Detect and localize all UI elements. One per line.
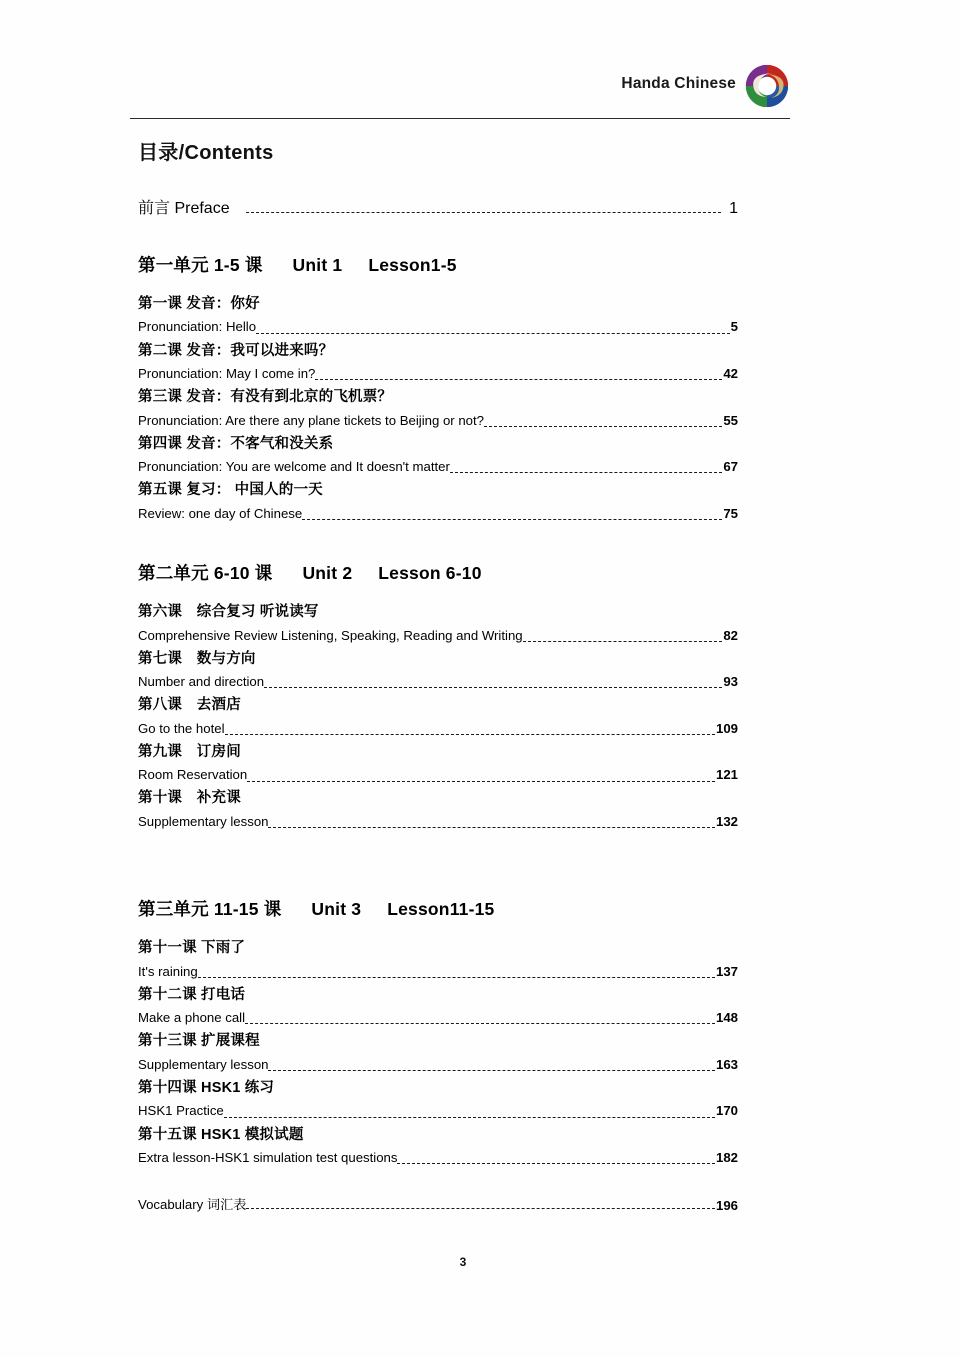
lesson-page-number: 121 — [715, 767, 738, 783]
lesson-page-number: 82 — [723, 627, 738, 643]
brand-row — [130, 60, 790, 112]
unit-section — [138, 252, 738, 524]
lesson-page-number: 109 — [715, 720, 738, 736]
toc-entry-vocabulary[interactable] — [138, 1194, 738, 1213]
leader-dots — [225, 726, 715, 739]
leader-dots — [397, 1155, 715, 1168]
table-of-contents — [138, 136, 738, 1213]
lesson-title-cn: 第十五课 HSK1 模拟试题 — [138, 1126, 304, 1143]
lesson-page-number: 148 — [715, 1010, 738, 1026]
unit-title-en: Unit 2 — [302, 563, 353, 584]
leader-dots — [224, 1108, 715, 1121]
lesson-title-row — [138, 503, 738, 524]
lesson-title-row — [138, 1054, 738, 1075]
lesson-title-cn: 第六课 综合复习 听说读写 — [138, 604, 319, 621]
lesson-title-en: Make a phone call — [138, 1010, 246, 1026]
lesson-title-row — [138, 1007, 738, 1028]
lesson-title-en: Pronunciation: You are welcome and It doesn't matter — [138, 459, 450, 475]
lesson-title-row — [138, 811, 738, 832]
page-title: 目录/Contents — [138, 142, 274, 164]
unit-title-cn: 第二单元 6-10 课 — [138, 563, 273, 584]
leader-dots — [247, 772, 715, 785]
leader-dots — [198, 969, 715, 982]
lesson-page-number: 67 — [723, 459, 738, 475]
toc-lesson-entry[interactable] — [138, 479, 738, 524]
unit-section — [138, 560, 738, 832]
lesson-title-row — [138, 625, 738, 646]
lesson-title-en: Pronunciation: May I come in? — [138, 366, 316, 382]
lesson-page-number: 132 — [715, 813, 738, 829]
lesson-title-cn: 第一课 发音：你好 — [138, 296, 260, 312]
lesson-title-en: Room Reservation — [138, 767, 248, 783]
toc-lesson-entry[interactable] — [138, 293, 738, 338]
unit-title-en: Unit 3 — [311, 899, 362, 920]
toc-lesson-entry[interactable] — [138, 741, 738, 786]
lesson-title-en: HSK1 Practice — [138, 1103, 224, 1119]
lesson-title-en: Comprehensive Review Listening, Speaking, Reading and Writing — [138, 627, 523, 643]
lesson-title-row — [138, 456, 738, 477]
lesson-title-en: Go to the hotel — [138, 720, 225, 736]
page-header — [130, 60, 790, 130]
section-spacer — [138, 526, 738, 560]
leader-dots — [256, 324, 730, 337]
leader-dots — [315, 371, 722, 384]
lesson-page-number: 75 — [723, 505, 738, 521]
toc-lesson-entry[interactable] — [138, 386, 738, 431]
leader-dots — [268, 819, 715, 832]
lesson-title-row — [138, 764, 738, 785]
leader-dots — [246, 202, 724, 218]
unit-title-cn: 第三单元 11-15 课 — [138, 899, 282, 920]
lesson-title-en: Pronunciation: Are there any plane tickets to Beijing or not? — [138, 412, 485, 428]
toc-lesson-entry[interactable] — [138, 787, 738, 832]
unit-lesson-range: Lesson11-15 — [387, 899, 495, 920]
lesson-title-cn: 第十二课 打电话 — [138, 986, 246, 1003]
toc-lesson-entry[interactable] — [138, 694, 738, 739]
unit-section — [138, 896, 738, 1168]
lesson-title-cn: 第十课 补充课 — [138, 790, 241, 807]
lesson-title-cn: 第二课 发音：我可以进来吗？ — [138, 342, 334, 359]
unit-title-en: Unit 1 — [292, 255, 343, 275]
unit-lesson-range: Lesson1-5 — [368, 255, 457, 275]
unit-title-cn: 第一单元 1-5 课 — [138, 255, 263, 275]
unit-header — [138, 252, 738, 277]
units-container — [138, 252, 738, 1168]
lesson-title-en: Extra lesson-HSK1 simulation test questions — [138, 1150, 398, 1166]
lesson-title-row — [138, 363, 738, 384]
leader-dots — [484, 418, 722, 431]
toc-lesson-entry[interactable] — [138, 601, 738, 646]
swirl-logo-icon — [744, 63, 790, 109]
toc-lesson-entry[interactable] — [138, 340, 738, 385]
lesson-title-en: Review: one day of Chinese — [138, 505, 303, 521]
toc-lesson-entry[interactable] — [138, 937, 738, 982]
page-folio-value: 3 — [459, 1255, 467, 1269]
lesson-title-row — [138, 961, 738, 982]
lesson-title-cn: 第十一课 下雨了 — [138, 940, 246, 957]
lesson-title-row — [138, 1147, 738, 1168]
lesson-title-en: Pronunciation: Hello — [138, 319, 257, 335]
leader-dots — [302, 511, 722, 524]
toc-entry-label: Vocabulary 词汇表 — [138, 1197, 247, 1213]
leader-dots — [264, 679, 722, 692]
toc-lesson-entry[interactable] — [138, 1124, 738, 1169]
lesson-title-cn: 第五课 复习： 中国人的一天 — [138, 482, 323, 499]
leader-dots — [268, 1062, 715, 1075]
brand-name: Handa Chinese — [621, 75, 736, 92]
lesson-title-row — [138, 410, 738, 431]
lesson-title-en: Supplementary lesson — [138, 813, 269, 829]
toc-lesson-entry[interactable] — [138, 1030, 738, 1075]
toc-lesson-entry[interactable] — [138, 433, 738, 478]
lesson-page-number: 182 — [715, 1150, 738, 1166]
toc-entry-page: 196 — [715, 1198, 738, 1214]
header-divider — [130, 118, 790, 119]
lesson-title-cn: 第十三课 扩展课程 — [138, 1033, 260, 1050]
lesson-page-number: 137 — [715, 963, 738, 979]
lesson-title-cn: 第四课 发音：不客气和没关系 — [138, 435, 334, 452]
unit-header — [138, 896, 738, 921]
lesson-title-cn: 第九课 订房间 — [138, 743, 241, 760]
section-spacer — [138, 834, 738, 896]
toc-entry-preface[interactable] — [138, 195, 738, 218]
lesson-title-en: Number and direction — [138, 674, 265, 690]
lesson-title-en: It's raining — [138, 963, 198, 979]
leader-dots — [523, 632, 723, 645]
lesson-page-number: 42 — [723, 366, 738, 382]
lesson-title-cn: 第七课 数与方向 — [138, 650, 256, 667]
lesson-title-row — [138, 671, 738, 692]
lesson-title-row — [138, 316, 738, 337]
lesson-page-number: 93 — [723, 674, 738, 690]
toc-lesson-entry[interactable] — [138, 1077, 738, 1122]
lesson-page-number: 170 — [715, 1103, 738, 1119]
toc-entry-page: 1 — [729, 200, 738, 217]
toc-lesson-entry[interactable] — [138, 648, 738, 693]
lesson-title-cn: 第八课 去酒店 — [138, 697, 241, 714]
lesson-page-number: 5 — [730, 319, 738, 335]
unit-lesson-range: Lesson 6-10 — [378, 563, 482, 584]
leader-dots — [450, 464, 722, 477]
lesson-title-cn: 第十四课 HSK1 练习 — [138, 1079, 275, 1096]
page-folio — [0, 1255, 960, 1269]
leader-dots — [246, 1200, 715, 1213]
lesson-title-row — [138, 1100, 738, 1121]
toc-lesson-entry[interactable] — [138, 984, 738, 1029]
lesson-page-number: 163 — [715, 1056, 738, 1072]
leader-dots — [245, 1015, 715, 1028]
toc-entry-label: 前言 Preface — [138, 200, 230, 217]
lesson-title-row — [138, 718, 738, 739]
unit-header — [138, 560, 738, 585]
lesson-page-number: 55 — [723, 412, 738, 428]
lesson-title-cn: 第三课 发音：有没有到北京的飞机票？ — [138, 389, 393, 406]
lesson-title-en: Supplementary lesson — [138, 1056, 269, 1072]
